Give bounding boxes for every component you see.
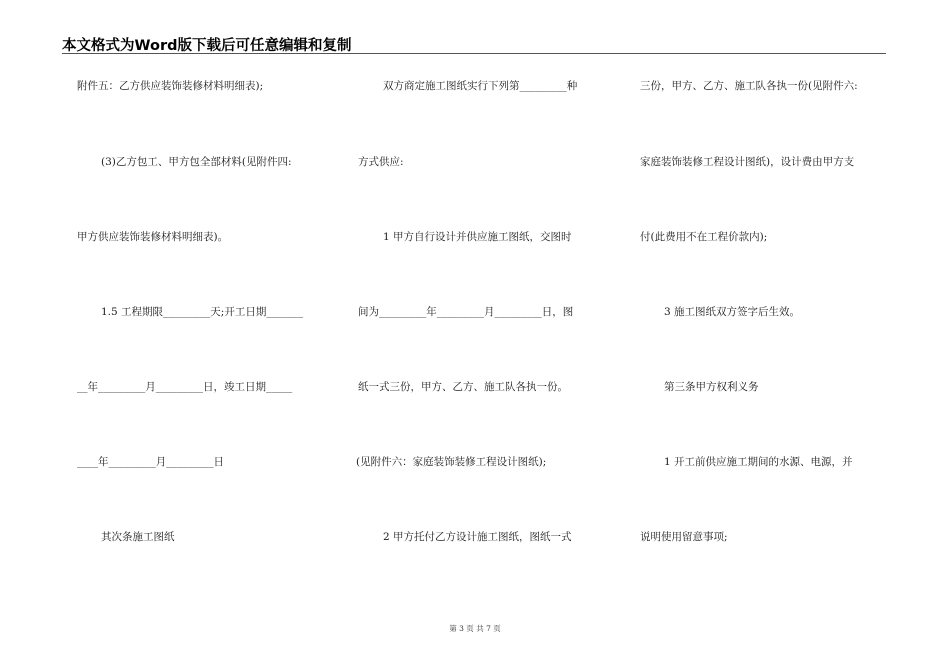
- col1-line-7: 其次条施工图纸: [101, 531, 175, 543]
- col2-line-3: 1 甲方自行设计并供应施工图纸，交图时: [383, 231, 572, 243]
- col1-line-4: 1.5 工程期限_________天;开工日期_______: [101, 306, 304, 318]
- col2-line-6: (见附件六：家庭装饰装修工程设计图纸);: [356, 456, 547, 468]
- col1-line-3: 甲方供应装饰装修材料明细表)。: [77, 231, 229, 243]
- page-number: 第 3 页 共 7 页: [449, 624, 501, 633]
- document-header-title: 本文格式为Word版下载后可任意编辑和复制: [62, 38, 352, 54]
- col2-line-5: 纸一式三份，甲方、乙方、施工队各执一份。: [358, 381, 568, 393]
- col2-line-4: 间为_________年_________月_________日，图: [358, 306, 574, 318]
- col3-line-1: 三份，甲方、乙方、施工队各执一份(见附件六:: [640, 80, 858, 92]
- col3-line-2: 家庭装饰装修工程设计图纸)，设计费由甲方支: [640, 156, 855, 168]
- col3-line-5: 第三条甲方权利义务: [664, 381, 759, 393]
- col3-line-4: 3 施工图纸双方签字后生效。: [664, 306, 801, 318]
- header-divider: [62, 53, 886, 54]
- col3-line-7: 说明使用留意事项;: [640, 531, 728, 543]
- col1-line-6: ____年_________月_________日: [77, 456, 224, 468]
- col2-line-1: 双方商定施工图纸实行下列第_________种: [383, 80, 578, 92]
- col2-line-7: 2 甲方托付乙方设计施工图纸，图纸一式: [383, 531, 572, 543]
- col1-line-5: __年_________月_________日，竣工日期_____: [77, 381, 293, 393]
- col1-line-2: (3)乙方包工、甲方包全部材料(见附件四:: [101, 156, 292, 168]
- col1-line-1: 附件五：乙方供应装饰装修材料明细表);: [77, 80, 264, 92]
- col3-line-3: 付(此费用不在工程价款内);: [640, 231, 768, 243]
- col3-line-6: 1 开工前供应施工期间的水源、电源，并: [664, 456, 853, 468]
- col2-line-2: 方式供应:: [358, 156, 404, 168]
